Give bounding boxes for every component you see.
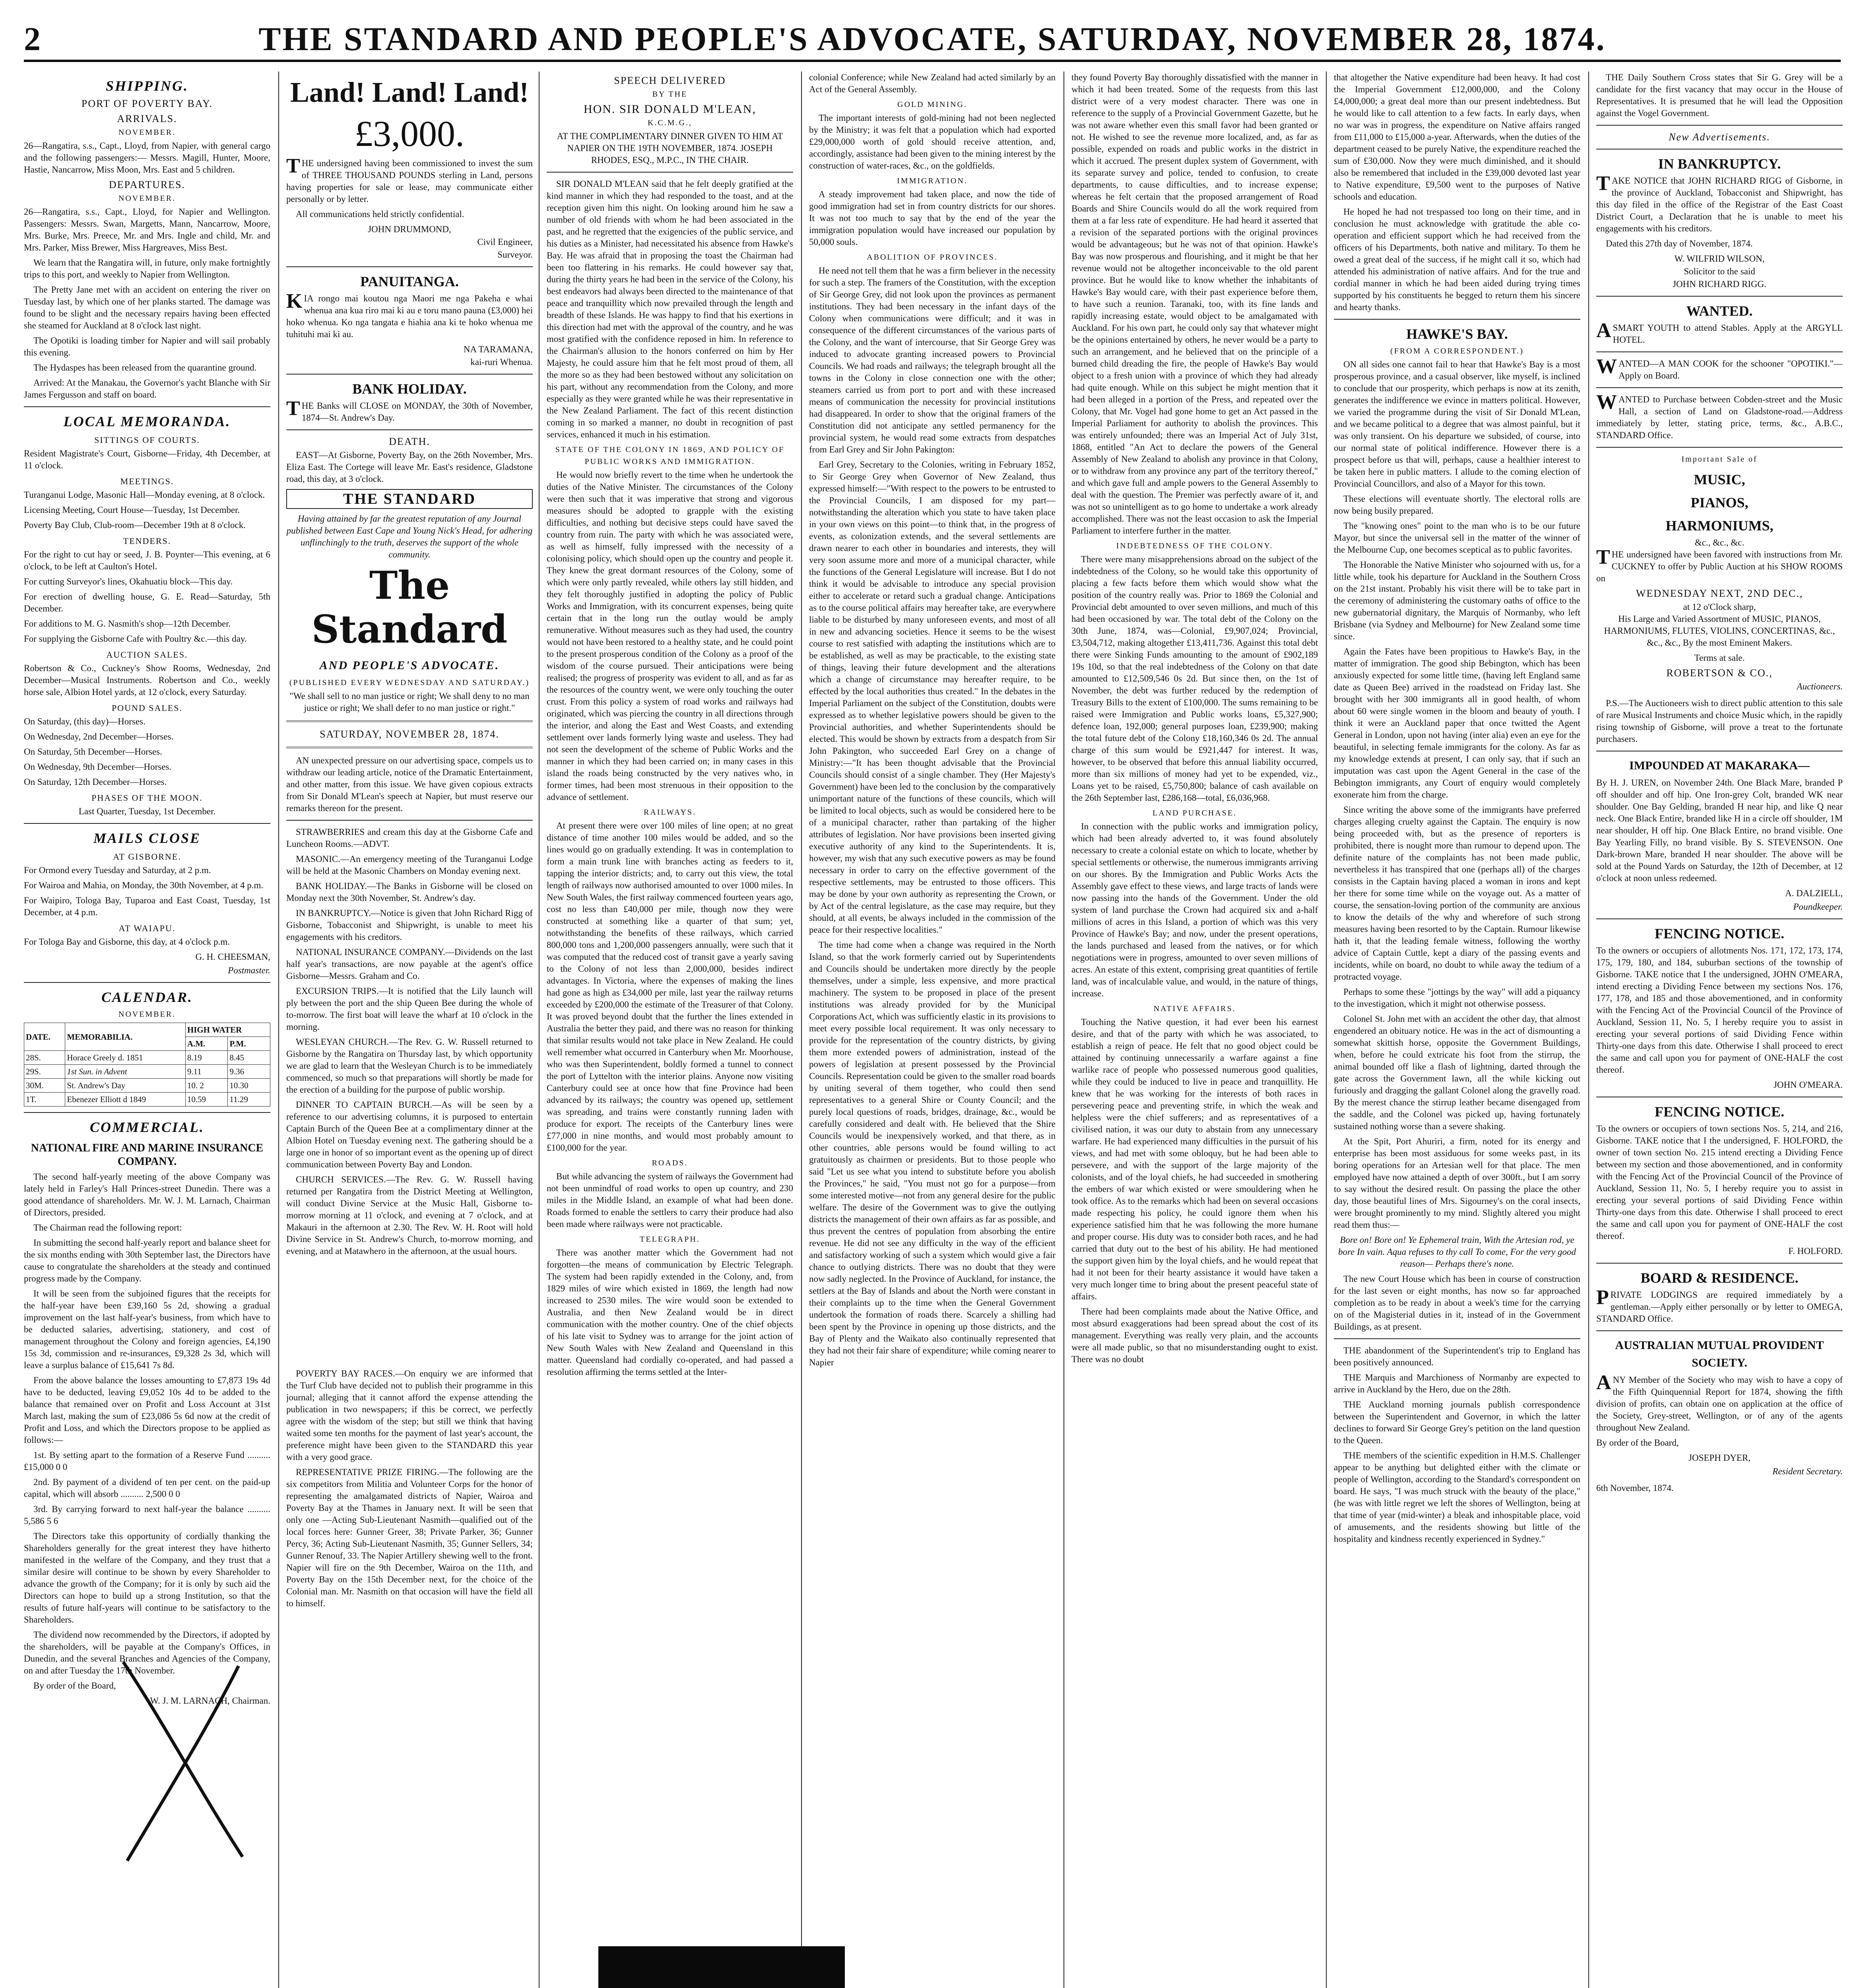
calendar-memo: Ebenezer Elliott d 1849 — [65, 1093, 185, 1107]
standard-motto: Having attained by far the greatest reputation of any Journal published between East Cape and Young Nick's Head, for adhering unflinchingly to the truth, deserves the support of the whole community. — [286, 514, 533, 559]
pound-heading: POUND SALES. — [111, 703, 183, 713]
harmoniums-heading: HARMONIUMS, — [1665, 518, 1774, 534]
divider — [286, 820, 533, 821]
speech-paragraph: Earl Grey, Secretary to the Colonies, writing in February 1852, to Sir George Grey when Governor of New Zealand, thus expressed himself:—"With respect to the powers to be entrusted to the Provincial Councils, I am disposed for my part—notwithstanding the alteration which you state to have taken place in your own views on this point—to think that, in the progress of events, as colonization extends, and the several settlements are drawn nearer to each other in boundaries and interests, they will very soon assume more and more of a municipal character, while the functions of the General Legislature will increase. But I do not think it would be advisable to introduce any special provision either to accelerate or retard such a gradual change. Anticipations as to the course political affairs may hereafter take, are everywhere liable to be disturbed by many unforeseen events, and most of all in new and advancing societies. Hence it seems to be the wisest course to rest satisfied with adapting the institutions which are to be established, as well as may be practicable, to the existing state of things, leaving their future development and the alterations which a change of circumstance may hereafter require, to be effected by the local authorities thus created." In the debates in the Imperial Parliament on the subject of the Constitution, doubts were expressed as to whether legislative powers should be given to the Provincial authorities, and whether Superintendents should be elected. This would be shown by extracts from a despatch from Sir John Pakington, who succeeded Earl Grey on a change of Ministry:—"It has been thought advisable that the Provincial Councils should consist of a single chamber. They (Her Majesty's Government) have been led to the conclusion by the comparatively unimportant nature of the functions of these councils, which will be limited to local objects, such as would be considered here to be of a municipal character, rather than partaking of the higher attributes of legislation. Nor have provisions been inserted giving executive authority of any kind to the Superintendents. It is, however, my wish that any such executive powers as may be found necessary in order to carry on the effective government of the respective settlements, may be entrusted to those officers. This may be done by your own authority as representing the Crown, or by Act of the central legislature, as the case may require, but they should, at all events, be always included in the commission of the peace for their respective localities." — [809, 460, 1056, 935]
port-heading: PORT OF POVERTY BAY. — [81, 98, 213, 109]
insurance-company-heading: NATIONAL FIRE AND MARINE INSURANCE COMPANY. — [31, 1142, 264, 1168]
hawkes-bay-heading: HAWKE'S BAY. — [1406, 326, 1508, 342]
tender-item: For erection of dwelling house, G. E. Read—Saturday, 5th December. — [24, 592, 270, 613]
divider — [24, 1112, 270, 1113]
divider — [286, 374, 533, 375]
shipping-heading: SHIPPING. — [105, 78, 189, 94]
pound-item: On Wednesday, 9th December—Horses. — [24, 762, 172, 772]
arrivals-month: NOVEMBER. — [118, 128, 176, 137]
moon-text: Last Quarter, Tuesday, 1st December. — [78, 806, 216, 816]
divider — [286, 266, 533, 267]
postscript-text: P.S.—The Auctioneers wish to direct public attention to this sale of rare Musical Instruments and choice Music which, in the rapidly rising township of Gisborne, will prove a treat to the fortunate purchasers. — [1596, 698, 1843, 744]
hawkes-bay-paragraph: The Honorable the Native Minister who sojourned with us, for a little while, took his departure for Auckland in the Southern Cross on the 21st instant. Probably his visit there will be to take part in the ceremony of administering the customary oaths of office to the new gubernatorial dignitary, the Marquis of Normanby, who left Brisbane (via Sydney and Melbourne) for New Zealand some time since. — [1334, 560, 1580, 641]
hawkes-bay-paragraph: Colonel St. John met with an accident the other day, that almost engendered an obituary notice. He was in the act of dismounting a somewhat skittish horse, opposite the Government Buildings, when, before he could extricate his foot from the stirrup, the animal bounded off like a flash of lightning, darted through the gate across the Government lawn, all the while kicking out furiously and dragging the gallant Colonel along the gravelly road. By the merest chance the stirrup leather became disengaged from the saddle, and the Colonel was picked up, having fortunately sustained nothing worse than a severe shaking. — [1334, 1014, 1580, 1131]
speech-paragraph: There was another matter which the Government had not forgotten—the means of communication by Electric Telegraph. The system had been rapidly extended in the Colony, and, from 1829 miles of wire which existed in 1869, the length had now increased to 2530 miles. The wire would soon be extended to Australia, and then New Zealand would be in direct communication with the mother country. One of the chief objects of his late visit to Sydney was to arrange for the joint action of New South Wales with New Zealand and Queensland in this matter. Queensland had cordially co-operated, and had passed a resolution affirming the terms settled at the Inter- — [547, 1248, 793, 1377]
column-rule — [1326, 72, 1327, 1988]
masthead — [24, 16, 1841, 62]
pound-item: On Saturday, (this day)—Horses. — [24, 716, 146, 726]
news-paragraph: DINNER TO CAPTAIN BURCH.—As will be seen by a reference to our advertising columns, it is purposed to entertain Captain Burch of the Queen Bee at a complimentary dinner at the Albion Hotel on Tuesday evening next. The gathering should be a large one in honor of so important event as the opening up of direct communication between Poverty Bay and London. — [286, 1100, 533, 1169]
news-paragraph: WESLEYAN CHURCH.—The Rev. G. W. Russell returned to Gisborne by the Rangatira on Thursday last, by which opportunity we are glad to learn that the Wesleyan Church is to be immediately commenced, so much so that preparations will shortly be made for the erection of a building for the purpose of public worship. — [286, 1037, 533, 1095]
calendar-header-high: HIGH WATER — [185, 1023, 270, 1037]
page-number: 2 — [24, 21, 41, 58]
bankruptcy-heading: IN BANKRUPTCY. — [1658, 156, 1781, 172]
auctioneer-title: Auctioneers. — [1797, 681, 1843, 691]
commercial-paragraph: It will be seen from the subjoined figures that the receipts for the half-year have been £39,160 5s 2d, showing a gradual improvement on the last half-year's business, from which have to be deducted salaries, advertising, stationery, and cost of management throughout the Colony and foreign agencies, £4,190 15s 3d, commission and re-insurances, £9,328 2s 3d, which will leave a surplus balance of £15,641 7s 8d. — [24, 1289, 270, 1370]
speech-honours: K.C.M.G., — [647, 118, 692, 127]
speech-paragraph: The time had come when a change was required in the North Island, so that the work formerly carried out by Superintendents and Councils should be undertaken more directly by the people themselves, under a simple, less expensive, and more practical machinery. The system to be proposed in place of the present institutions was already provided for by the Municipal Corporations Act, which was sufficiently elastic in its provisions to meet every possible local requirement. It was only necessary to provide for the representation of the country districts, by giving them more extended powers of administration, instead of the powers of legislation at present possessed by the Provincial Councils. Representation could be given to the smaller road boards by uniting several of them together, who could then send representatives to a general Shire or County Council; and the purely local questions of roads, bridges, drainage, &c., would be carefully considered and dealt with. He believed that the Shire Councils would be inexpensively worked, and that there, as in other countries, able persons would be found willing to act gratuitously as chairmen or presidents. But to those people who said "Let us see what you intend to substitute before you abolish the Provinces," he said, "You must not go for a purpose—from some interested motive—not from any general desire for the public welfare. The desire of the Government was to give the outlying districts the management of their own affairs as far as possible, and thus prevent the centres of population from absorbing the entire revenue. He did not see any difficulty in the way of the efficient and satisfactory working of such a system which would give a fair chance to outlying districts. There was no doubt that they were now sadly neglected. In the Province of Auckland, for instance, the settlers at the Bay of Islands and about the North were constant in their complaints up to the time when the General Government undertook the formation of roads there. Scarcely a shilling had been spent by the Province in opening up those districts, and the Bay of Plenty and the Waikato also continually represented that they had not their fair share of expenditure; while coming nearer to Napier — [809, 940, 1056, 1367]
pound-item: On Saturday, 12th December—Horses. — [24, 777, 167, 787]
auction-heading: AUCTION SALES. — [106, 650, 188, 660]
hawkes-bay-paragraph: Since writing the above some of the immigrants have preferred charges alleging cruelty against the Captain. The enquiry is now being proceeded with, but as the presence of reporters is prohibited, there is nought more than rumour to depend upon. The definite nature of the complaints has not been made public, nevertheless it has transpired that one (perhaps all) of the charges consists in the Captain having placed a woman in irons and kept her there for some time while on the voyage out. As a matter of course, the sensation-loving portion of the community are anxious to know the details of the why and wherefore of such strong measures having been resorted to by the Captain. Rumour likewise hath it, that the leading female witness, following the worthy advice of Captain Cuttle, kept a diary of the passing events and incidents, while on board, no doubt to while away the tedium of a protracted voyage. — [1334, 805, 1580, 982]
bank-holiday-text: THE Banks will CLOSE on MONDAY, the 30th of November, 1874—St. Andrew's Day. — [286, 397, 533, 423]
section-heading: IMMIGRATION. — [897, 177, 968, 185]
land-amount: £3,000. — [355, 113, 464, 154]
sittings-heading: SITTINGS OF COURTS. — [94, 435, 200, 445]
purchase-wanted-text: WANTED to Purchase between Cobden-street and the Music Hall, a section of Land on Gladstone-road.—Address immediately by letter, stating price, terms, &c., A.B.C., STANDARD Office. — [1596, 391, 1843, 440]
local-memoranda-heading: LOCAL MEMORANDA. — [63, 414, 231, 429]
speech-paragraph: The important interests of gold-mining had not been neglected by the Ministry; it was felt that a population which had exported £29,000,000 worth of gold should receive attention, and, accordingly, assistance had been given to the mining interest by the construction of water-races, &c., on the goldfields. — [809, 113, 1056, 171]
divider — [24, 406, 270, 407]
speech-paragraph: In connection with the public works and immigration policy, which had been already adverted to, it was found absolutely necessary to create a colonial estate on which to locate, whether by special settlements or otherwise, the numerous immigrants arriving on our shores. By the Immigration and Public Works Acts the Assembly gave effect to these views, and large tracts of lands were now passing into the hands of the Government. Under the old system of land purchase the Crown had acquired six and a-half millions of acres in this Island, a portion of which was this very Province of Hawke's Bay; and now, under the present operations, the lands purchased and leased from the natives, or for which negotiations were in progress, amounted to over seven millions of acres. An estate of this extent, comprising great quantities of fertile land, was of incalculable value, and would, in the nature of things, increase. — [1071, 821, 1318, 998]
sale-time: at 12 o'Clock sharp, — [1683, 602, 1756, 612]
column-rule — [1588, 72, 1589, 1988]
meetings-heading: MEETINGS. — [120, 476, 174, 486]
correspondent-note: (FROM A CORRESPONDENT.) — [1390, 347, 1524, 355]
column-4 — [809, 72, 1056, 1988]
amp-society-text: ANY Member of the Society who may wish to have a copy of the Fifth Quinquennial Report for 1874, showing the fifth division of profits, can obtain one on application at the office of the Society, Grey-street, Wellington, or of any of the agents throughout New Zealand. — [1596, 1371, 1843, 1433]
calendar-date: 1T. — [24, 1093, 65, 1107]
sale-intro: Important Sale of — [1681, 455, 1758, 464]
divider — [1596, 447, 1843, 448]
hawkes-bay-paragraph: At the Spit, Port Ahuriri, a firm, noted for its energy and enterprise has been most assiduous for some weeks past, in its boring operations for an Artesian well for that place. The men employed have now attained a depth of over 300ft., but I am sorry to say without the desired result. On passing the place the other day, those beautiful lines of Mrs. Sigourney's on the coral insects, were brought prominently to my mind. Slightly altered you might read them thus:— — [1334, 1136, 1580, 1230]
commercial-paragraph: 1st. By setting apart to the formation of a Reserve Fund .......... £15,000 0 0 — [24, 1450, 270, 1472]
departures-month: NOVEMBER. — [118, 194, 176, 203]
speech-paragraph: He hoped he had not trespassed too long on their time, and in conclusion he must acknowledge with gratitude the able co-operation and efficient support which he had received from the officers of his Departments, both native and military. To them he owed a great deal of the success, if he might call it so, which had attended his administration of native affairs. And for the true and cordial manner in which he had been aided during trying times supported by his constituents he begged to return them his sincere and hearty thanks. — [1334, 207, 1580, 312]
calendar-header-date: DATE. — [24, 1023, 65, 1051]
commercial-paragraph: From the above balance the losses amounting to £7,873 19s 4d have to be deducted, leaving £9,052 10s 4d to be added to the balance that remained over on Profit and Loss Account at 31st March last, making the sum of £23,086 5s 6d now at the credit of Profit and Loss, and which the Directors propose to be applied as follows:— — [24, 1375, 270, 1445]
hawkes-bay-paragraph: ON all sides one cannot fail to hear that Hawke's Bay is a most prosperous province, and a casual observer, like myself, is inclined to conclude that our prosperity, which perhaps is now at its zenith, generates the indifference we evince in matters political. However, we varied the programme during the visit of Sir Donald M'Lean, and we became political to a degree that was almost painful, but it was only transient. On his departure we subsided, of course, into our normal state of political indifference. However there is a prospect before us that will, perhaps, cause a healthier interest to be taken here in public matters. I allude to the coming election of Provincial Councillors, and also of a Mayor for this town. — [1334, 359, 1580, 489]
impounded-heading: IMPOUNDED AT MAKARAKA— — [1629, 759, 1810, 772]
ship-news-paragraph: We learn that the Rangatira will, in future, only make fortnightly trips to this port, and weekly to Napier from Wellington. — [24, 258, 270, 280]
divider — [1596, 1330, 1843, 1331]
pianos-heading: PIANOS, — [1690, 495, 1749, 511]
panuitanga-signature: NA TARAMANA, — [463, 344, 533, 354]
calendar-pm: 10.30 — [228, 1079, 270, 1093]
calendar-memo: Horace Greely d. 1851 — [65, 1051, 185, 1065]
calendar-date: 29S. — [24, 1065, 65, 1079]
amp-society-heading: AUSTRALIAN MUTUAL PROVIDENT SOCIETY. — [1615, 1339, 1824, 1369]
divider — [547, 172, 793, 173]
calendar-pm: 11.29 — [228, 1093, 270, 1107]
column-5 — [1071, 72, 1318, 1988]
amp-date: 6th November, 1874. — [1596, 1483, 1674, 1493]
departures-heading: DEPARTURES. — [109, 179, 186, 190]
calendar-memo: 1st Sun. in Advent — [65, 1065, 185, 1079]
column-rule — [539, 72, 540, 1988]
divider — [1596, 296, 1843, 297]
section-heading: NATIVE AFFAIRS. — [1153, 1004, 1236, 1013]
death-heading: DEATH. — [389, 436, 430, 447]
commercial-paragraph: By order of the Board, — [33, 1681, 116, 1691]
news-paragraph: BANK HOLIDAY.—The Banks in Gisborne will be closed on Monday next the 30th November, St. Andrew's day. — [286, 881, 533, 903]
land-signature-title: Civil Engineer, — [477, 237, 533, 247]
section-heading: ROADS. — [652, 1159, 688, 1167]
bank-holiday-heading: BANK HOLIDAY. — [352, 381, 467, 397]
postmaster-title: Postmaster. — [228, 965, 270, 975]
mail-item: For Ormond every Tuesday and Saturday, at 2 p.m. — [24, 865, 211, 875]
land-text-2: All communications held strictly confidential. — [296, 209, 464, 219]
section-heading: ABOLITION OF PROVINCES. — [867, 253, 998, 262]
news-paragraph: THE members of the scientific expedition in H.M.S. Challenger appear to be anything but delighted either with the climate or people of Wellington, according to the Standard's correspondent on board. He says, "I was much struck with the beauty of the place," (he was with little regret we left the shores of Wellington, being at that time of year (mid-winter) a bleak and inhospitable place, void of amusements, and the residents showing but little of the hospitality and kindness recently experienced in Sydney." — [1334, 1450, 1580, 1544]
column-rule — [278, 72, 279, 1988]
speech-paragraph: He need not tell them that he was a firm believer in the necessity for such a step. The framers of the Constitution, with the exception of Sir George Grey, did not look upon the provinces as permanent institutions. They had been necessary in the infant days of the Colony when communications were difficult; and it was in consequence of the different circumstances of the various parts of the Colony, and the want of intercourse, that Sir George Grey was induced to advocate granting increased powers to Provincial Councils. We had roads and railways; the telegraph brought all the towns in the Colony in close connection one with the other; steamers carried us from port to port and with these increased means of communication the necessity for provincial institutions had disappeared. In order to show that the original framers of the Constitution did not anticipate any settled permanency for the provincial system, he would read some extracts from despatches from Earl Grey and Sir John Pakington: — [809, 266, 1056, 454]
divider — [286, 747, 533, 748]
speech-paragraph: they found Poverty Bay thoroughly dissatisfied with the manner in which it had been treated. Some of the requests from this last district were of a very modest character. There was one in reference to the supply of a Provincial Government Gazette, but he was not aware whether even this small favor had been granted or not. He wished to see the revenue more localized, and, as far as possible, expended on roads and public works in the district in which it accrued. The present duplex system of Government, with its separate survey and police, tended to confusion, to create departments, to cause difficulties, and to increase expense; whereas he felt certain that the proposed arrangement of Road Boards and Shire Councils would do all the work required from them at a far less rate of expenditure. He had heard it asserted that a revision of the separated portions with the original provinces would be advantageous; but he was not of that opinion. Hawke's Bay was now prosperous and flourishing, and it might be that her revenue would not be altogether inconceivable to the old parent province. But he would like to know whether the inhabitants of Hawke's Bay would care, with their past experience before them, to have such a reunion. Taranaki, too, with its fine lands and rapidly increasing estate, would object to be amalgamated with Auckland. For his own part, he could only say that whatever might be the opinions entertained by others, he never would be a party to such an arrangement, and he believed that on the principle of a burned child dreading the fire, the people of Hawke's Bay would object to a fresh union with a province of which they had already had quite enough. While on this subject he might mention that it had been alleged in a portion of the Press, and repeated over the Colony, that Mr. Vogel had gone home to get an Act passed in the Imperial Parliament for authority to abolish the provinces. This was entirely unfounded; there was an Imperial Act of July 31st, 1868, entitled "An Act to declare the powers of the General Assembly of New Zealand to abolish any province in that Colony, or to withdraw from any province any part of the territory thereof," and which gave full and ample powers to the General Assembly to deal with the question. The Premier was perfectly aware of it, and was not so unintelligent as to go home to undertake a work already accomplished. There was not the least occasion to ask the Imperial Parliament to interfere further in the matter. — [1071, 72, 1318, 536]
divider — [1596, 387, 1843, 388]
fencing-notice-signature: JOHN O'MEARA. — [1773, 1080, 1843, 1090]
news-paragraph: MASONIC.—An emergency meeting of the Turanganui Lodge will be held at the Masonic Chambers on Monday evening next. — [286, 854, 533, 876]
hawkes-bay-paragraph: The "knowing ones" point to the man who is to be our future Mayor, but since the universal sell in the matter of the winner of the Melbourne Cup, one becomes sceptical as to public favorites. — [1334, 521, 1580, 555]
hawkes-bay-paragraph: Again the Fates have been propitious to Hawke's Bay, in the matter of immigration. The good ship Bebington, which has been anxiously expected for some little time, (having left England same date as Queen Bee) arrived in the roadstead on Friday last. She brought with her 300 immigrants all in good health, of whom about 60 were single women in the bloom and beauty of youth. I think it were an Auckland paper that once twitted the Agent General in London, upon not having (inter alia) even an eye for the beautiful, in selecting female immigrants for the colony. As far as my knowledge extends at present, I can only say, that if such an imputation was cast upon the Agent General in the case of the Bebington immigrants, any Court of enquiry would completely exonerate him from the charge. — [1334, 646, 1580, 800]
redaction-spacer — [286, 1260, 533, 1368]
table-row — [24, 1079, 270, 1093]
news-paragraph: CHURCH SERVICES.—The Rev. G. W. Russell having returned per Rangatira from the District Meeting at Wellington, will conduct Divine Service at the Music Hall, Gisborne to-morrow morning at 11 o'clock, and evening at 7 o'clock, and at Makauri in the afternoon at 2.30. The Rev. W. H. Root will hold Divine Service in St. Andrew's Church, to-morrow morning, and evening, and at Matawhero in the afternoon, at the usual hours. — [286, 1175, 533, 1256]
speech-paragraph: There were many misapprehensions abroad on the subject of the indebtedness of the Colony, so he would take this opportunity of placing a few facts before them which would show what the position of the country really was. Prior to 1869 the Colonial and Provincial debt amounted to over seven millions, and much of this had been occasioned by war. The total debt of the Colony on the 30th June, 1874, was—Colonial, £9,907,024; Provincial, £3,504,712, making altogether £13,411,736. Against this total debt there were Sinking Funds amounting to the amount of £902,189 19s 10d, so that the real indebtedness of the Colony on that date amounted to £12,509,546 0s 2d. But since then, on the 1st of November, the debt was further reduced by the redemption of Treasury Bills to the extent of £100,000. The sums remaining to be raised were Immigration and Public works loans, £5,327,900; defence loan, 192,000; general purposes loan, £239,900; making the total future debt of the Colony £18,160,346 0s 2d. The annual charge of this sum would be £921,447 for interest. It was, however, to be observed that before this annual liability occurred, more than six millions of money had yet to be expended, viz., Loans yet to be raised, £5,750,800; balance of cash available on the 26th September last, £286,168—total, £6,036,968. — [1071, 554, 1318, 803]
mail-item: For Wairoa and Mahia, on Monday, the 30th November, at 4 p.m. — [24, 880, 264, 890]
board-residence-heading: BOARD & RESIDENCE. — [1640, 1270, 1799, 1286]
divider — [1596, 1263, 1843, 1264]
speech-paragraph: colonial Conference; while New Zealand had acted similarly by an Act of the General Assembly. — [809, 72, 1056, 94]
standard-banner: THE STANDARD — [286, 489, 533, 509]
speech-paragraph: Touching the Native question, it had ever been his earnest desire, and that of the party with which he was associated, to establish a reign of peace. He felt that no good object could be attained by continuing unnecessarily a warfare against a fine warlike race of people who possessed numerous good qualities, while they could be induced to live in peace and tranquillity. He knew that he was working for the interests of both races in persevering peace and preventing strife, in which the weak and helpless were the chief sufferers; and as representatives of a civilised nation, it was our duty to abstain from any unnecessary warfare. He had experienced many difficulties in the pursuit of his views, and had met with some obloquy, but he had been able to persevere, and with the support of the large majority of the colonists, and of the loyal chiefs, he had succeeded in smothering the embers of war which existed or were smouldering when he took office. As to the remarks which had been on several occasions made respecting his policy, he could ignore them when his experience satisfied him that he was following the more humane and proper course. His duty was to consider both races, and he had carried that duty out to the best of his ability. He had mentioned the support given him by the loyal chiefs, and he would repeat that had it not been for their hearty assistance it would have taken a very much longer time to bring about the present peaceful state of affairs. — [1071, 1017, 1318, 1301]
music-sale-text: THE undersigned have been favored with instructions from Mr. CUCKNEY to offer by Public Auction at his SHOW ROOMS on — [1596, 546, 1843, 583]
mail-item: For Waipiro, Tologa Bay, Tuparoa and East Coast, Tuesday, 1st December, at 4 p.m. — [24, 895, 270, 917]
news-paragraph: THE Daily Southern Cross states that Sir G. Grey will be a candidate for the first vacancy that may occur in the House of Representatives. It is presumed that he will lead the Opposition against the Vogel Government. — [1596, 72, 1843, 118]
editorial-paragraph: AN unexpected pressure on our advertising space, compels us to withdraw our leading article, notice of the Dramatic Entertainment, and other matter, from this issue. We have given copious extracts from Sir Donald M'Lean's speech at Napier, but must reserve our remarks thereon for the present. — [286, 755, 533, 813]
hawkes-bay-paragraph: The new Court House which has been in course of construction for the last seven or eight months, has now so far approached completion as to be ready in about a week's time for the carrying on of the Magisterial duties in it, instead of in the Government Buildings, as at present. — [1334, 1274, 1580, 1332]
meeting-item: Turanganui Lodge, Masonic Hall—Monday evening, at 8 o'clock. — [24, 490, 265, 500]
mails-gisborne-heading: AT GISBORNE. — [113, 852, 181, 862]
poundkeeper-title: Poundkeeper. — [1793, 902, 1843, 912]
divider — [1334, 1338, 1580, 1339]
speech-paragraph: But while advancing the system of railways the Government had not been unmindful of road works to open up country, and 230 miles in the Middle Island, an example of what had been done. Roads formed to enable the settlers to carry their produce had also been made where railways were not practicable. — [547, 1171, 793, 1229]
divider — [24, 982, 270, 983]
calendar-memo: St. Andrew's Day — [65, 1079, 185, 1093]
poundkeeper-name: A. DALZIELL, — [1785, 888, 1843, 898]
commercial-paragraph: The dividend now recommended by the Directors, if adopted by the shareholders, will be payable at the Company's Offices, in Dunedin, and the several Branches and Agencies of the Company, on and after Tuesday the 17th November. — [24, 1630, 270, 1675]
speech-subheading: AT THE COMPLIMENTARY DINNER GIVEN TO HIM AT NAPIER ON THE 19TH NOVEMBER, 1874. JOSEPH RHODES, ESQ., M.P.C., IN THE CHAIR. — [557, 131, 783, 165]
wanted-heading: WANTED. — [1686, 303, 1753, 319]
divider — [24, 823, 270, 824]
published-note: (PUBLISHED EVERY WEDNESDAY AND SATURDAY.) — [289, 678, 530, 687]
calendar-header-memo: MEMORABILIA. — [65, 1023, 185, 1051]
section-heading: INDEBTEDNESS OF THE COLONY. — [1116, 542, 1273, 550]
postmaster-name: G. H. CHEESMAN, — [195, 952, 270, 962]
panuitanga-heading: PANUITANGA. — [360, 274, 459, 289]
auctioneer-name: ROBERTSON & CO., — [1666, 667, 1773, 679]
column-7 — [1596, 72, 1843, 1988]
speech-paragraph: He would now briefly revert to the time when he undertook the duties of the Native Minister. The circumstances of the Colony were then such that it was imperative that strong and vigorous measures should be adopted to grapple with the existing difficulties, and nothing but decisive steps could have saved the country from ruin. The party with which he was associated were, as well as himself, fully impressed with the necessity of a colonising policy, which should open up the country and people it. They knew the great dormant resources of the Colony, some of which were only partly revealed, while others lay still hidden, and they felt thoroughly justified in adopting the policy of Public Works and Immigration, with its concurrent expenses, being quite certain that in the long run the outlay would be amply remunerative. Without measures such as they had used, the country would not have been restored to a healthy state, and he could point to the present prosperous condition of the Colony as a proof of the wisdom of the course pursued. Their anticipations were being realised; the progress of prosperity was evident to all, and as far as the resources of the country went, we were only touching the outer crust. From this policy a system of road works and railways had originated, which was piercing the country in all directions through the interior, and along the East and West Coasts, and extending settlement over lands formerly lying waste and useless. They had not seen the development of the scheme of Public Works and the manner in which they had been carried on; in many cases in this island the roads being constructed by the very natives who, in former times, had been most strenuous in their opposition to the advance of settlement. — [547, 470, 793, 802]
calendar-date: 28S. — [24, 1051, 65, 1065]
speech-paragraph: At present there were over 100 miles of line open; at no great distance of time another 100 miles would be added, and so the lines would go on gradually extending. It was in contemplation to form a main trunk line with branches acting as feeders to it, tapping the interior districts; and, to carry out this view, the total length of railways now authorised amounted to over 1000 miles. In New South Wales, the first railway commenced fourteen years ago, cost no less than £40,000 per mile, though now they were constructed at something like a quarter of that sum; yet, notwithstanding the benefits of these railways, which carried 800,000 tons and 1,200,000 passengers annually, were such that it was computed that the reduced cost of transit gave a yearly saving to the Colony of not less than 2,000,000, besides indirect advantages. In Victoria, where the expenses of making the lines had gone as high as £34,000 per mile, last year the railway returns exceeded by £200,000 the estimate of the Treasurer of that Colony. It was proved beyond doubt that the further the lines extended in Australia the better they paid, and there was no reason for thinking that similar results would not take place in New Zealand. He could well remember what occurred in Canterbury when Mr. Moorhouse, who was then Superintendent, boldly formed a tunnel to connect the port of Lyttelton with the interior plains. Anyone now visiting Canterbury could see at once how that fine Province had been advanced by its railways; the country was opened up, settlement was spreading, and trains were constantly running laden with produce for export. The receipts of the Canterbury lines were £77,000 in nine months, and would most probably amount to £100,000 for the year. — [547, 821, 793, 1153]
speech-paragraph: There had been complaints made about the Native Office, and most absurd exaggerations had been spread about the cost of its management. Everything was really very plain, and the accounts were all made public, so that no misunderstanding ought to exist. There was no doubt — [1071, 1307, 1318, 1364]
column-6 — [1334, 72, 1580, 1988]
mail-item: For Tologa Bay and Gisborne, this day, at 4 o'clock p.m. — [24, 937, 230, 947]
death-notice: EAST—At Gisborne, Poverty Bay, on the 26th November, Mrs. Eliza East. The Cortege will leave Mr. East's residence, Gladstone road, this day, at 3 o'clock. — [286, 450, 533, 484]
calendar-pm: 8.45 — [228, 1051, 270, 1065]
mails-waiapu-heading: AT WAIAPU. — [118, 923, 176, 933]
arrivals-text: 26—Rangatira, s.s., Capt., Lloyd, from Napier, with general cargo and the following passengers:— Messrs. Magill, Hunter, Moore, Hastie, Nancarrow, Miss Moon, Mrs. East and 5 children. — [24, 141, 270, 175]
etc-line: &c., &c., &c. — [1694, 538, 1745, 547]
newspaper-title: THE STANDARD AND PEOPLE'S ADVOCATE, SATURDAY, NOVEMBER 28, 1874. — [258, 21, 1606, 58]
ship-news-paragraph: The Pretty Jane met with an accident on entering the river on Tuesday last, by which one of her planks started. The damage was found to be slight and the necessary repairs having been effected she steamed for Auckland at 8 o'clock last night. — [24, 285, 270, 330]
speech-paragraph: A steady improvement had taken place, and now the tide of good immigration had set in from country districts for our shores. It was not too much to say that by the end of the year the immigration population would have increased our population by 50,000 souls. — [809, 189, 1056, 247]
solicitor-title: Solicitor to the said — [1684, 266, 1755, 276]
hawkes-bay-paragraph: These elections will eventuate shortly. The electoral rolls are now being busily prepared. — [1334, 494, 1580, 516]
fencing-notice-heading: FENCING NOTICE. — [1654, 926, 1785, 942]
calendar-month: NOVEMBER. — [118, 1010, 176, 1019]
calendar-heading: CALENDAR. — [101, 989, 193, 1005]
bankrupt-name: JOHN RICHARD RIGG. — [1673, 279, 1766, 289]
secretary-title: Resident Secretary. — [1772, 1466, 1843, 1476]
commercial-paragraph: The Directors take this opportunity of cordially thanking the Shareholders generally for the great interest they have hitherto manifested in the welfare of the Company, and they trust that a similar desire will continue to be shown by every Shareholder to advance the growth of the Company; for it is only by such aid the Directors can hope to build up a strong Institution, so that the results of future half-years will continue to be satisfactory to the Shareholders. — [24, 1531, 270, 1625]
hawkes-bay-paragraph: Perhaps to some these "jottings by the way" will add a piquancy to the investigation, which it might not otherwise possess. — [1334, 987, 1580, 1009]
ship-news-paragraph: The Opotiki is loading timber for Napier and will sail probably this evening. — [24, 336, 270, 357]
land-text: THE undersigned having been commissioned to invest the sum of THREE THOUSAND POUNDS sterling in Land, persons having properties for sale or lease, may communicate either personally or by letter. — [286, 155, 533, 204]
calendar-table — [24, 1023, 270, 1107]
tender-item: For additions to M. G. Nasmith's shop—12th December. — [24, 619, 231, 629]
section-heading: LAND PURCHASE. — [1152, 809, 1237, 817]
ship-news-paragraph: Arrived: At the Manakau, the Governor's yacht Blanche with Sir James Fergusson and staff on board. — [24, 378, 270, 400]
meeting-item: Licensing Meeting, Court House—Tuesday, 1st December. — [24, 505, 240, 515]
column-2 — [286, 72, 533, 1988]
sittings-text: Resident Magistrate's Court, Gisborne—Friday, 4th December, at 11 o'clock. — [24, 448, 270, 470]
amp-order: By order of the Board, — [1596, 1438, 1679, 1448]
departures-text: 26—Rangatira, s.s., Capt., Lloyd, for Napier and Wellington. Passengers: Messrs. Swan, Margetts, Mann, Nancarrow, Moore, Mrs. Burke, Mrs. Preece, Mr. and Mrs. Ingle and child, Mr. and Mrs. Parker, Miss Brewer, Miss Hargreaves, Miss Best. — [24, 207, 270, 252]
advocate-subtitle: AND PEOPLE'S ADVOCATE. — [319, 659, 500, 672]
panuitanga-signature-title: kai-ruri Whenua. — [470, 357, 533, 367]
wanted-text: ASMART YOUTH to attend Stables. Apply at the ARGYLL HOTEL. — [1596, 319, 1843, 345]
commercial-paragraph: In submitting the second half-yearly report and balance sheet for the six months ending with 30th September last, the Directors have cause to congratulate the shareholders at the steady and continued progress made by the Company. — [24, 1238, 270, 1283]
land-signature-name: JOHN DRUMMOND, — [368, 224, 451, 234]
bankruptcy-date: Dated this 27th day of November, 1874. — [1606, 239, 1753, 248]
fencing-notice-heading: FENCING NOTICE. — [1654, 1104, 1785, 1120]
section-heading: STATE OF THE COLONY IN 1869, AND POLICY OF PUBLIC WORKS AND IMMIGRATION. — [555, 445, 785, 466]
tender-item: For the right to cut hay or seed, J. B. Poynter—This evening, at 6 o'clock, to be left at Caulton's Hotel. — [24, 549, 270, 571]
redaction-block — [598, 1946, 845, 1988]
fencing-notice-signature: F. HOLFORD. — [1788, 1246, 1843, 1256]
divider — [286, 720, 533, 722]
column-rule — [1063, 72, 1064, 1988]
column-3 — [547, 72, 793, 1988]
commercial-paragraph: 2nd. By payment of a dividend of ten per cent. on the paid-up capital, which will absorb .......... 2,500 0 0 — [24, 1477, 270, 1499]
calendar-am: 9.11 — [185, 1065, 228, 1079]
section-heading: GOLD MINING. — [897, 100, 967, 109]
section-heading: RAILWAYS. — [643, 808, 696, 817]
calendar-am: 8.19 — [185, 1051, 228, 1065]
speech-name: HON. SIR DONALD M'LEAN, — [584, 103, 756, 116]
news-paragraph: REPRESENTATIVE PRIZE FIRING.—The following are the six competitors from Militia and Volunteer Corps for the honor of representing the amalgamated districts of Napier, Wairoa and Poverty Bay at the Thames in January next. It will be seen that only one —Acting Sub-Lieutenant Nasmith—qualified out of the local forces here: Gunner Greer, 38; Private Parker, 36; Gunner Percy, 36; Acting Sub-Lieutenant Nasmith, 35; Gunner Sellers, 34; Gunner Renouf, 33. The Napier Artillery shewing well to the front. Napier will fire on the 9th December, Wairoa on the 11th, and Poverty Bay on the 15th December next, for the choice of the Colonial man. Mr. Nasmith on that occasion will have the field all to himself. — [286, 1467, 533, 1608]
meeting-item: Poverty Bay Club, Club-room—December 19th at 8 o'clock. — [24, 520, 246, 530]
calendar-header-pm: P.M. — [228, 1037, 270, 1051]
mails-heading: MAILS CLOSE — [93, 830, 201, 846]
bankruptcy-text: TAKE NOTICE that JOHN RICHARD RIGG of Gisborne, in the province of Auckland, Tobacconist and Shipwright, has this day filed in the office of the Registrar of the East Coast District Court, a Declaration that he is unable to meet his engagements with his creditors. — [1596, 172, 1843, 233]
table-row — [24, 1065, 270, 1079]
secretary-name: JOSEPH DYER, — [1688, 1453, 1750, 1463]
table-row — [24, 1051, 270, 1065]
tender-item: For cutting Surveyor's lines, Okahuatiu block—This day. — [24, 577, 233, 586]
speech-paragraph: SIR DONALD M'LEAN said that he felt deeply gratified at the kind manner in which they had responded to the toast, and at the reception given him this night. On looking around him he saw a number of old friends with whom he had been associated in the past, and he regretted that the exigencies of the public service, and his duties as a Minister, had necessitated his absence from Hawke's Bay. He was afraid that in proposing the toast the Chairman had been too flattering in his remarks. He could however say that, during the thirty years he had been in the service of the Colony, his best endeavors had always been directed to the maintenance of that peace and tranquillity which now prevailed through the length and breadth of these Islands. He was happy to find that his exertions in this direction had met with the approval of the country, and he was most gratified with the confidence reposed in him. In reference to the Chairman's allusion to the honors conferred on him by Her Majesty, he could assure him that he felt most proud of them, all the more so as they had been bestowed without any solicitation on his part, without any recommendation from the Colony, and more especially as they were granted while he was their representative in the New Zealand Parliament. The fact of this recent distinction coming in so marked a manner, no doubt in recognition of past services, enhanced it much in his estimation. — [547, 179, 793, 439]
new-advertisements-heading: New Advertisements. — [1669, 131, 1770, 143]
tender-item: For supplying the Gisborne Cafe with Poultry &c.—this day. — [24, 634, 247, 644]
divider — [1596, 125, 1843, 126]
news-paragraph: POVERTY BAY RACES.—On enquiry we are informed that the Turf Club have decided not to publish their programme in this journal; alleging that it cannot afford the expense attending the publication in two newspapers; if this be correct, we perfectly agree with the wisdom of the step; but still we think that having waited some ten months for the payment of last year's account, the preference might have been given to the STANDARD this year with a very good grace. — [286, 1369, 533, 1462]
music-sale-list: His Large and Varied Assortment of MUSIC, PIANOS, HARMONIUMS, FLUTES, VIOLINS, CONCERTINAS, &c., &c., &c., By the most Eminent Makers. — [1604, 614, 1835, 648]
column-rule — [801, 72, 802, 1988]
panuitanga-text: KIA rongo mai koutou nga Maori me nga Pakeha e whai whenua ana kua riro mai ki au e toru mano pauna (£3,000) hei hoko whenua. Ko nga tangata e hiahia ana ki te hoko whenua me tuhituhi mai ki au. — [286, 290, 533, 339]
section-heading: TELEGRAPH. — [640, 1235, 700, 1244]
divider — [1334, 319, 1580, 320]
sale-date: WEDNESDAY NEXT, 2ND DEC., — [1636, 588, 1803, 599]
moon-heading: PHASES OF THE MOON. — [91, 793, 203, 803]
board-residence-text: PRIVATE LODGINGS are required immediately by a gentleman.—Apply either personally or by letter to OMEGA, STANDARD Office. — [1596, 1286, 1843, 1324]
news-paragraph: THE Marquis and Marchioness of Normanby are expected to arrive in Auckland by the Hero, due on the 28th. — [1334, 1373, 1580, 1394]
cook-wanted-text: WANTED—A MAN COOK for the schooner "OPOTIKI."—Apply on Board. — [1596, 355, 1843, 381]
pound-item: On Saturday, 5th December—Horses. — [24, 747, 162, 757]
news-paragraph: THE abandonment of the Superintendent's trip to England has been positively announced. — [1334, 1345, 1580, 1367]
speech-paragraph: that altogether the Native expenditure had been heavy. It had cost the Imperial Government £12,000,000, and the Colony £4,000,000; a great deal more than our present indebtedness. But he would like to call attention to a few facts. In early days, when no war was in progress, the expenditure on Native affairs ranged from £11,000 to £15,000 a-year. Afterwards, when the duties of the department ceased to be purely Native, the expenditure reached the sum of £30,000. Now they were much diminished, and it should also be remembered that included in the £39,000 devoted last year to Native expenditure, £9,500 went to the purposes of Native schools and education. — [1334, 72, 1580, 202]
calendar-date: 30M. — [24, 1079, 65, 1093]
commercial-paragraph: The second half-yearly meeting of the above Company was lately held in Farley's Hall Princes-street Dunedin. There was a good attendance of shareholders. Mr. W. J. M. Larnach, Chairman of Directors, presided. — [24, 1172, 270, 1217]
arrivals-heading: ARRIVALS. — [117, 113, 177, 124]
ship-news-paragraph: The Hydaspes has been released from the quarantine ground. — [33, 363, 257, 373]
calendar-am: 10. 2 — [185, 1079, 228, 1093]
masthead-gothic-title: The Standard — [311, 563, 508, 652]
commercial-heading: COMMERCIAL. — [89, 1119, 205, 1135]
news-paragraph: STRAWBERRIES and cream this day at the Gisborne Cafe and Luncheon Rooms.—ADVT. — [286, 827, 533, 849]
news-paragraph: NATIONAL INSURANCE COMPANY.—Dividends on the last half year's transactions, are now payable at the agent's office Gisborne—Messrs. Graham and Co. — [286, 947, 533, 981]
speech-by: BY THE — [652, 90, 688, 99]
poem-verse: Bore on! Bore on! Ye Ephemeral train, With the Artesian rod, ye bore In vain. Aqua refuses to thy call To come, For the very good reason— Perhaps there's none. — [1338, 1235, 1576, 1269]
divider — [1596, 918, 1843, 919]
auction-text: Robertson & Co., Cuckney's Show Rooms, Wednesday, 2nd December—Musical Instruments. Robertson and Co., weekly horse sale, Albion Hotel yards, at 12 o'clock, every Saturday. — [24, 663, 270, 697]
commercial-paragraph: 3rd. By carrying forward to next half-year the balance .......... 5,586 5 6 — [24, 1504, 270, 1526]
land-signature-title-2: Surveyor. — [497, 250, 533, 260]
sale-terms: Terms at sale. — [1694, 653, 1745, 663]
calendar-am: 10.59 — [185, 1093, 228, 1107]
motto-quote: "We shall sell to no man justice or right; We shall deny to no man justice or right; We shall defer to no man justice or right." — [289, 691, 530, 713]
tenders-heading: TENDERS. — [123, 536, 171, 546]
impounded-text: By H. J. UREN, on November 24th. One Black Mare, branded P off shoulder and off hip. One Iron-grey Colt, branded WK near shoulder. One Bay Gelding, branded H near hip, and like Q near neck. One Black Entire, branded like H in a circle off shoulder, 1M near shoulder, H off hip. One Black Entire, no brand visible. One Bay Yearling Filly, no brand visible. By S. STEVENSON. One Dark-brown Mare, branded H near shoulder. The above will be sold at the Pound Yards on Saturday, the 12th of December, at 12 o'clock at noon unless redeemed. — [1596, 778, 1843, 883]
divider — [1596, 351, 1843, 352]
issue-date: SATURDAY, NOVEMBER 28, 1874. — [320, 728, 499, 740]
fencing-notice-text: To the owners or occupiers of town sections Nos. 5, 214, and 216, Gisborne. TAKE notice that I the undersigned, F. HOLFORD, the owner of town section No. 215 intend erecting a Dividing Fence between my section and those abovementioned, and in conformity with the Fencing Act of the Provincial Council of the Province of Auckland, Session 11, No. 5, I hereby require you to assist in erecting your several portions of said Dividing Fence within Thirty-one days from this date. Otherwise I shall proceed to erect the same and call upon you for payment of ONE-HALF the cost thereof. — [1596, 1124, 1843, 1241]
news-paragraph: THE Auckland morning journals publish correspondence between the Superintendent and Governor, in which the latter declines to forward Sir George Grey's petition on the land question to the Queen. — [1334, 1400, 1580, 1445]
chairman-signature: W. J. M. LARNACH, Chairman. — [150, 1696, 270, 1706]
pen-cross-mark — [107, 1650, 258, 1873]
music-heading: MUSIC, — [1694, 472, 1745, 487]
pound-item: On Wednesday, 2nd December—Horses. — [24, 732, 174, 742]
news-paragraph: EXCURSION TRIPS.—It is notified that the Lily launch will ply between the port and the ship Queen Bee during the whole of to-morrow. The first boat will leave the wharf at 10 o'clock in the morning. — [286, 986, 533, 1032]
solicitor-name: W. WILFRID WILSON, — [1674, 254, 1765, 264]
commercial-paragraph: The Chairman read the following report: — [33, 1223, 182, 1233]
table-row — [24, 1093, 270, 1107]
calendar-pm: 9.36 — [228, 1065, 270, 1079]
calendar-header-am: A.M. — [185, 1037, 228, 1051]
land-heading: Land! Land! Land! — [290, 76, 529, 108]
fencing-notice-text: To the owners or occupiers of allotments Nos. 171, 172, 173, 174, 175, 179, 180, and 184, suburban sections of the township of Gisborne. TAKE notice that I the undersigned, JOHN O'MEARA, intend erecting a Dividing Fence between my sections Nos. 176, 177, 178, and 185 and those abovementioned, and in conformity with the Fencing Act of the Provincial Council of the Province of Auckland, Session 11, No. 5, I hereby require you to assist in erecting your several portions of said Dividing Fence within Thirty-one days from this date. Otherwise I shall proceed to erect the same and call upon you for payment of ONE-HALF the cost thereof. — [1596, 945, 1843, 1075]
speech-heading: SPEECH DELIVERED — [614, 75, 726, 86]
divider — [286, 429, 533, 430]
news-paragraph: IN BANKRUPTCY.—Notice is given that John Richard Rigg of Gisborne, Tobacconist and Shipwright, is unable to meet his engagements with his creditors. — [286, 908, 533, 942]
